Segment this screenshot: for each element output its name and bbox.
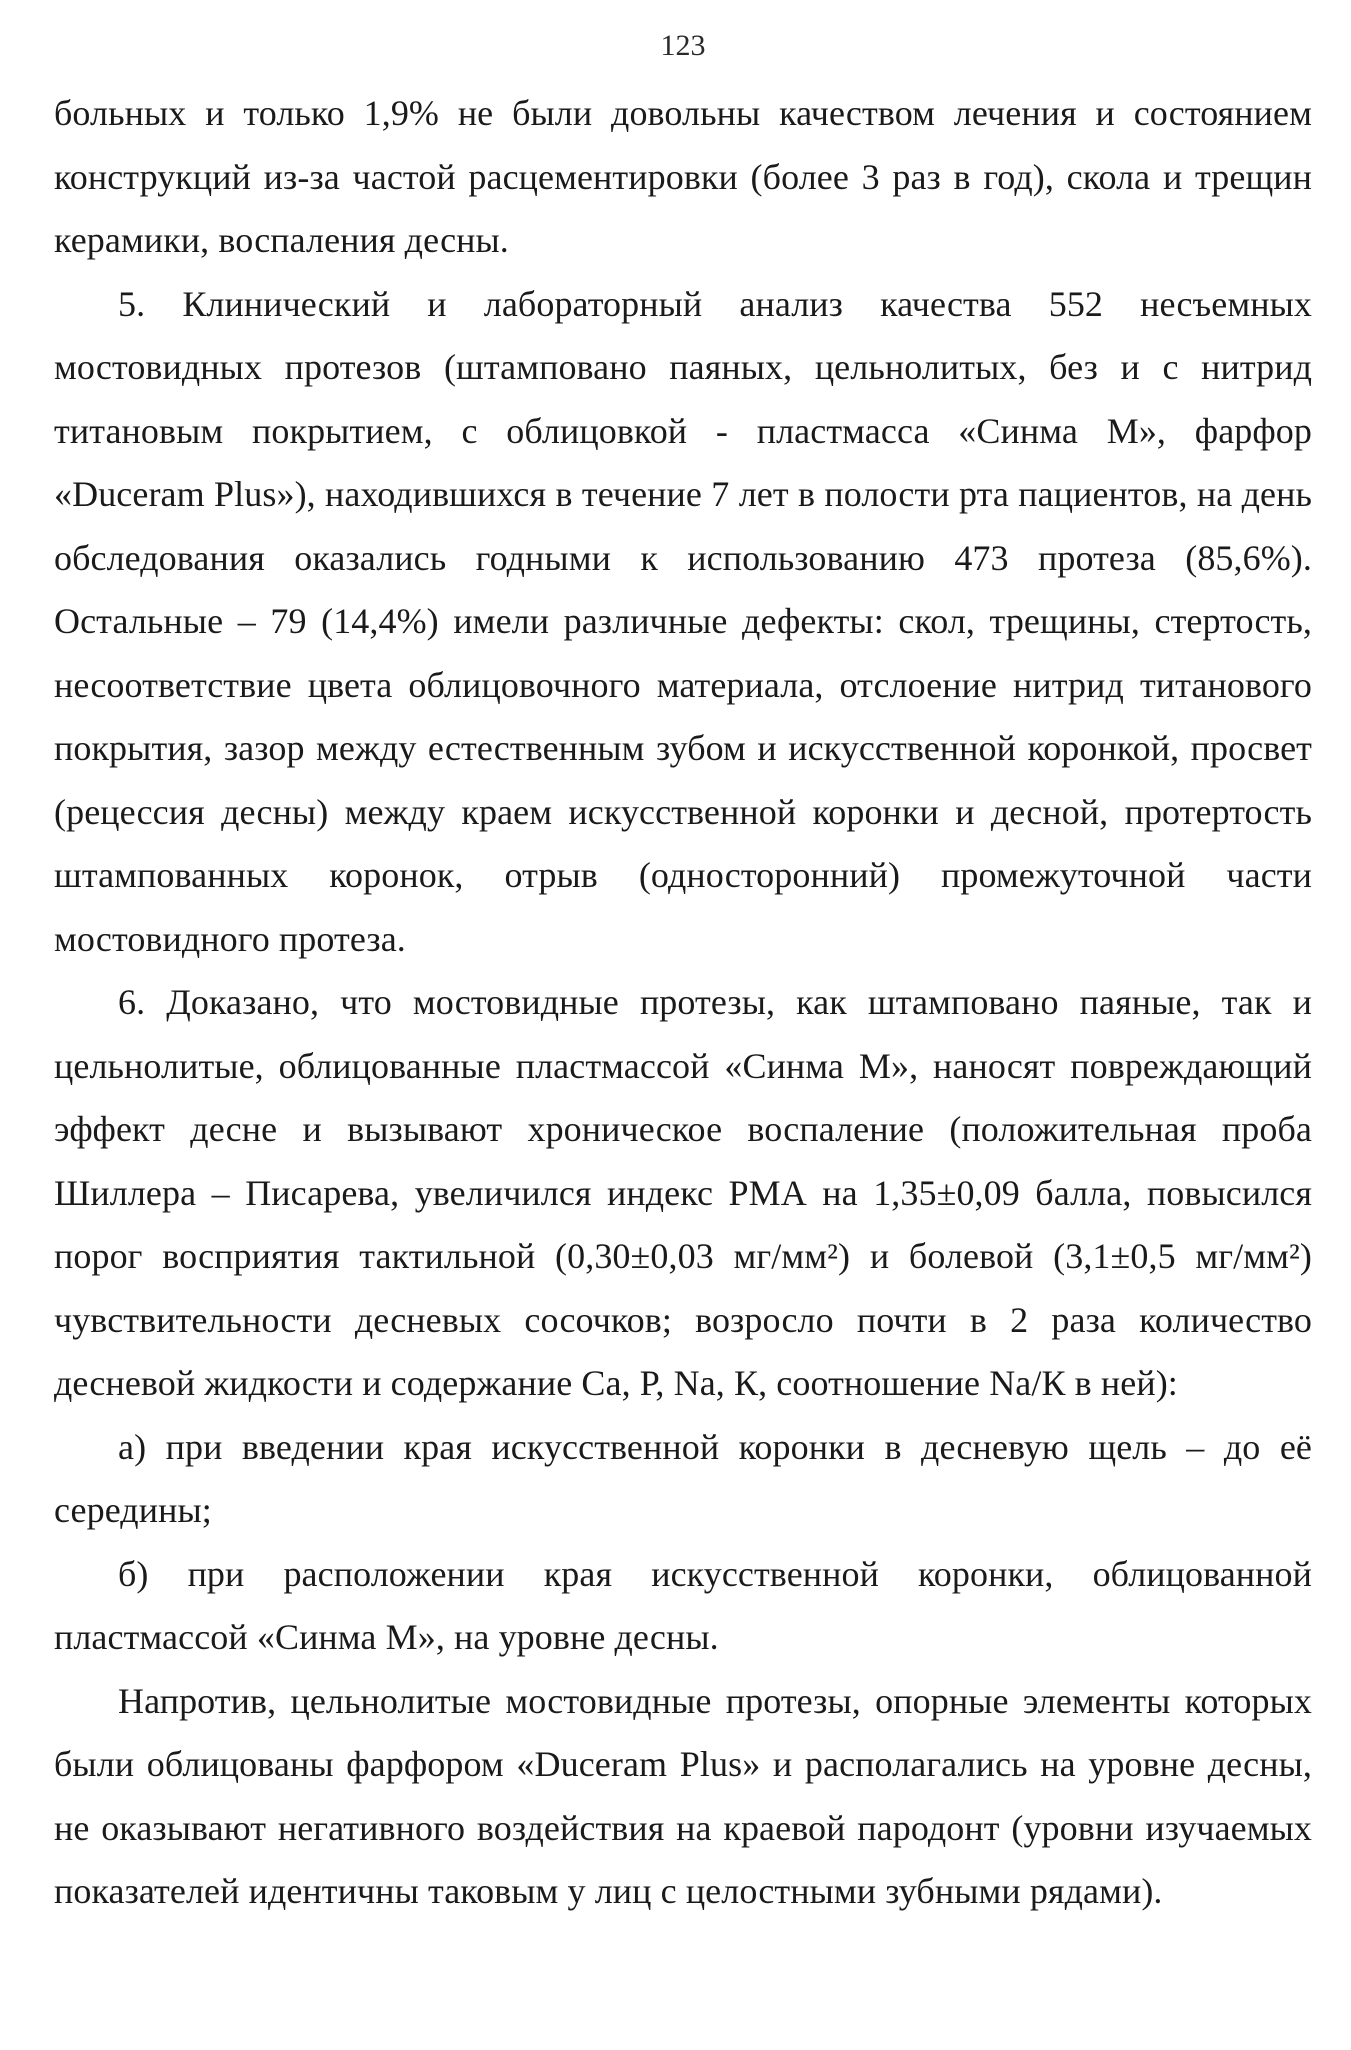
paragraph-item-6b: б) при расположении края искусственной коронки, облицованной пластмассой «Синма М», на уровне десны.: [54, 1553, 1312, 1657]
page-number: 123: [660, 29, 706, 62]
paragraph-continuation: больных и только 1,9% не были довольны качеством лечения и состоянием конструкций из-за частой расцементировки (более 3 раз в год), скола и трещин керамики, воспаления десны.: [54, 93, 1312, 260]
paragraph-item-6: 6. Доказано, что мостовидные протезы, как штамповано паяные, так и цельнолитые, облицованные пластмассой «Синма М», наносят повреждающий эффект десне и вызывают хроническое воспаление (положительная проба Шиллера – Писарева, увеличился индекс РМА на 1,35±0,09 балла, повысился порог восприятия тактильной (0,30±0,03 мг/мм²) и болевой (3,1±0,5 мг/мм²) чувствительности десневых сосочков; возросло почти в 2 раза количество десневой жидкости и содержание Са, Р, Na, К, соотношение Na/К в ней):: [54, 982, 1312, 1403]
paragraph-item-5: 5. Клинический и лабораторный анализ качества 552 несъемных мостовидных протезов (штамповано паяных, цельнолитых, без и с нитрид титановым покрытием, с облицовкой - пластмасса «Синма М», фарфор «Duceram Plus»), находившихся в течение 7 лет в полости рта пациентов, на день обследования оказались годными к использованию 473 протеза (85,6%). Остальные – 79 (14,4%) имели различные дефекты: скол, трещины, стертость, несоответствие цвета облицовочного материала, отслоение нитрид титанового покрытия, зазор между естественным зубом и искусственной коронкой, просвет (рецессия десны) между краем искусственной коронки и десной, протертость штампованных коронок, отрыв (односторонний) промежуточной части мостовидного протеза.: [54, 283, 1312, 959]
paragraph-conclusion: Напротив, цельнолитые мостовидные протезы, опорные элементы которых были облицованы фарфором «Duceram Plus» и располагались на уровне десны, не оказывают негативного воздействия на краевой пародонт (уровни изучаемых показателей идентичны таковым у лиц с целостными зубными рядами).: [54, 1680, 1312, 1911]
paragraph-item-6a: а) при введении края искусственной коронки в десневую щель – до её середины;: [54, 1426, 1312, 1530]
body-text: [54, 82, 1312, 1924]
